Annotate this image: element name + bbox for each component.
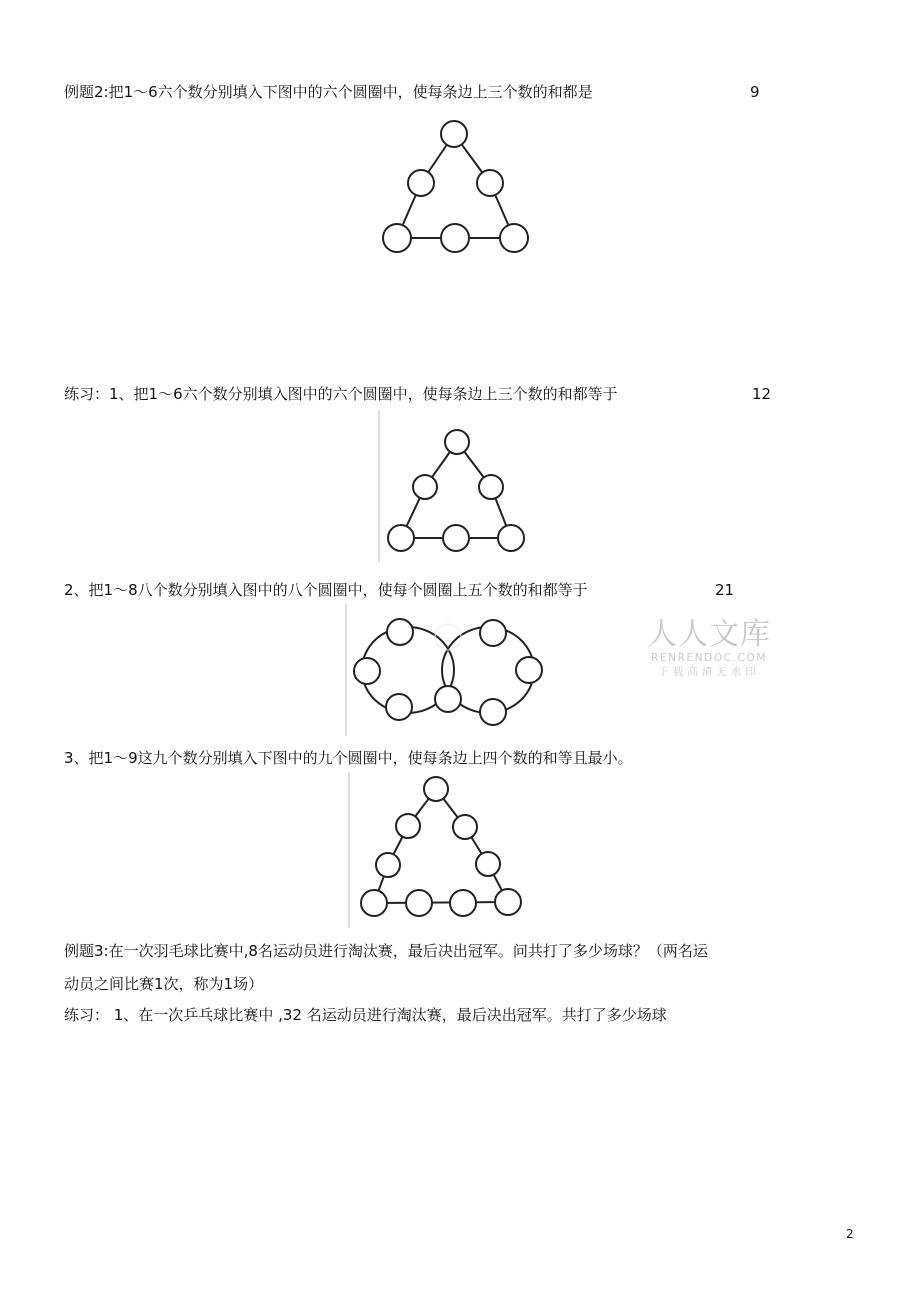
watermark-slogan: 下载高清无水印 [658,666,760,678]
blank-circle [424,777,448,801]
exercise1-question: 练习：1、把1～6六个数分别填入图中的六个圆圈中，使每条边上三个数的和都等于 [64,385,618,403]
blank-circle [500,224,528,252]
blank-circle [413,475,437,499]
example3-question-line2: 动员之间比赛1次，称为1场） [64,975,264,993]
blank-circle [435,686,461,712]
triangle-figure-six-circles [380,112,530,260]
page-number: 2 [846,1227,854,1241]
blank-circle [450,890,476,916]
double-ring-figure-eight-circles [345,604,550,736]
blank-circle [480,699,506,725]
blank-circle [406,890,432,916]
blank-circle [387,619,413,645]
blank-circle [396,814,420,838]
blank-circle [361,890,387,916]
blank-circle [443,525,469,551]
edge-line [374,902,508,903]
example2-question: 例题2:把1～6六个数分别填入下图中的六个圆圈中，使每条边上三个数的和都是 [64,83,593,101]
exercise2-question: 2、把1～8八个数分别填入图中的八个圆圈中，使每个圆圈上五个数的和都等于 [64,581,588,599]
blank-circle [480,620,506,646]
exercise4-question: 练习： 1、在一次乒乓球比赛中 ,32 名运动员进行淘汰赛，最后决出冠军。共打了多少场球 [64,1006,667,1024]
blank-circle [495,889,521,915]
triangle-figure-nine-circles [348,772,528,928]
blank-circle [477,170,503,196]
blank-circle [441,121,467,147]
blank-circle [388,525,414,551]
blank-circle [376,853,400,877]
blank-circle [445,430,469,454]
exercise3-question: 3、把1～9这九个数分别填入下图中的九个圆圈中，使每条边上四个数的和等且最小。 [64,749,633,767]
blank-circle [479,475,503,499]
example3-question-line1: 例题3:在一次羽毛球比赛中,8名运动员进行淘汰赛，最后决出冠军。问共打了多少场球？（两名运 [64,942,708,960]
blank-circle [498,525,524,551]
blank-circle [441,224,469,252]
blank-circle [476,852,500,876]
blank-circle [453,815,477,839]
example2-answer: 9 [750,83,760,101]
watermark-url: RENRENDOC.COM [650,652,768,664]
renrendoc-watermark [646,618,772,679]
triangle-figure-six-circles [378,410,530,562]
watermark-title: 人人文库 [647,617,771,652]
exercise1-answer: 12 [752,385,772,403]
blank-circle [383,224,411,252]
exercise2-answer: 21 [715,581,735,599]
blank-circle [354,658,380,684]
blank-circle [408,170,434,196]
blank-circle [516,657,542,683]
blank-circle [386,694,412,720]
